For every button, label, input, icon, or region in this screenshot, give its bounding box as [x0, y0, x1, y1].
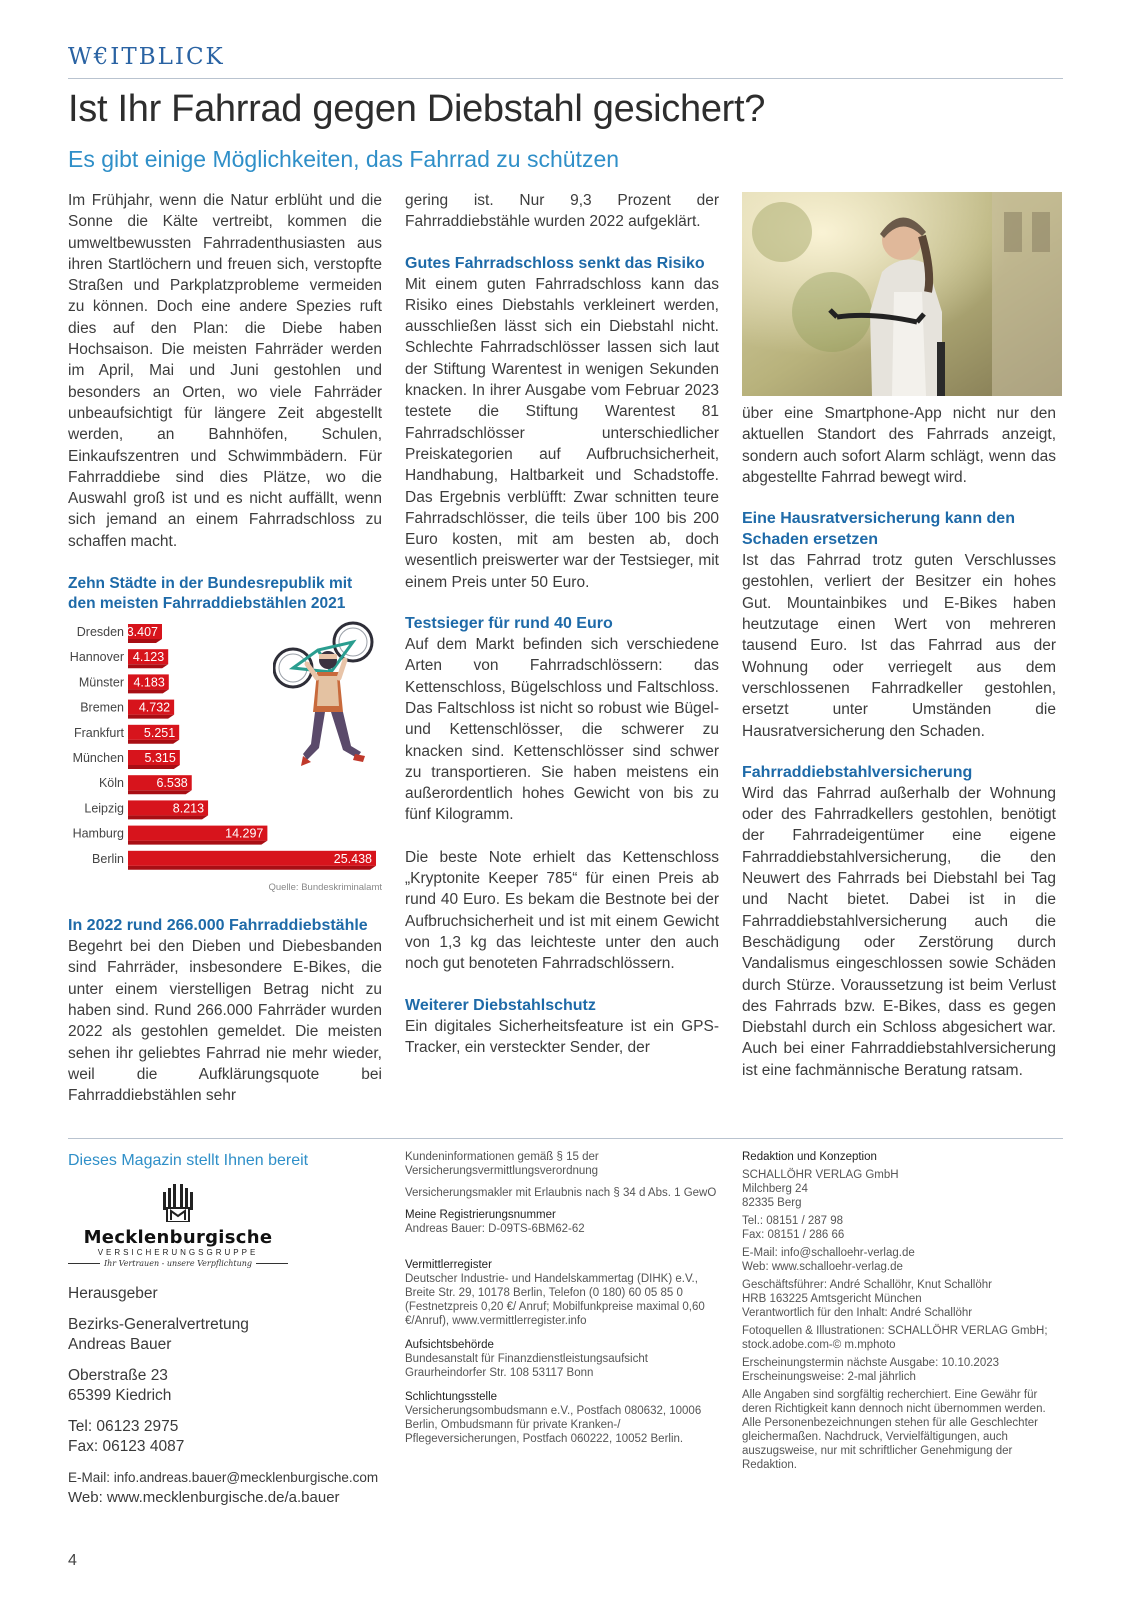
- city-label: München: [72, 751, 124, 766]
- masthead: W€ITBLICK: [68, 44, 225, 70]
- bar-value-label: 3.407: [126, 625, 158, 640]
- verlag-next-issue: Erscheinungstermin nächste Ausgabe: 10.10.2023: [742, 1357, 1000, 1369]
- registration-label: Meine Registrierungsnummer: [405, 1209, 556, 1221]
- bar-value-label: 4.732: [138, 700, 171, 715]
- verlag-disclaimer: Alle Angaben sind sorgfältig recherchiert. Eine Gewähr für deren Richtigkeit kann dennoch nicht übernommen werden. Alle Personenbezeichnungen stehen für alle Geschlechter gleichermaßen. Nachdruck, Vervielfältigungen, auch auszugsweise, nur mit schriftlicher Genehmigung der Redaktion.: [742, 1389, 1046, 1471]
- footer-provider: [68, 1152, 388, 1509]
- verlag-frequency: Erscheinungsweise: 2-mal jährlich: [742, 1371, 916, 1383]
- city-label: Frankfurt: [73, 725, 124, 740]
- footer-legal-info: [405, 1150, 725, 1446]
- bar-shadow: [128, 715, 174, 719]
- diebstaehle-2022-text: Begehrt bei den Dieben und Diebesbanden sind Fahrräder, insbesondere E-Bikes, die unter einem vierstelligen Betrag nicht zu haben sind. Rund 266.000 Fahrräder wurden 2022 als gestohlen gemeldet. Die meisten sehen ihr geliebtes Fahrrad nie mehr wieder, weil die Aufklärungsquote bei Fahrraddiebstählen sehr: [68, 938, 382, 1105]
- column-3: [742, 403, 1056, 1081]
- col3-continuation: über eine Smartphone-App nicht nur den aktuellen Standort des Fahrrads anzeigt, sondern auch sofort Alarm schlägt, wenn das abgestellte Fahrrad bewegt wird.: [742, 405, 1056, 486]
- agent-city: 65399 Kiedrich: [68, 1387, 172, 1404]
- chart-title: Zehn Städte in der Bundesrepublik mit den meisten Fahrraddiebstählen 2021: [68, 575, 353, 613]
- bar-value-label: 8.213: [172, 801, 205, 816]
- heading-hausrat: Eine Hausratversicherung kann den Schaden ersetzen: [742, 510, 1015, 549]
- city-label: Berlin: [92, 851, 124, 866]
- page-subtitle: Es gibt einige Möglichkeiten, das Fahrrad zu schützen: [68, 146, 620, 172]
- info-vermittlungsverordnung: Kundeninformationen gemäß § 15 der Versicherungsvermittlungsverordnung: [405, 1151, 599, 1177]
- bar-value-label: 4.123: [132, 650, 165, 665]
- agency-name: Bezirks-Generalvertretung: [68, 1315, 249, 1333]
- verlag-web[interactable]: Web: www.schalloehr-verlag.de: [742, 1261, 903, 1273]
- city-label: Hannover: [69, 650, 124, 665]
- logo-name: Mecklenburgische: [83, 1227, 273, 1248]
- registration-value: Andreas Bauer: D-09TS-6BM62-62: [405, 1223, 585, 1235]
- agent-name: Andreas Bauer: [68, 1336, 172, 1353]
- city-label: Dresden: [76, 625, 124, 640]
- verlag-verantwortlich: Verantwortlich für den Inhalt: André Schallöhr: [742, 1307, 973, 1319]
- city-label: Münster: [78, 675, 124, 690]
- schlichtung-label: Schlichtungsstelle: [405, 1391, 498, 1403]
- verlag-fax: Fax: 08151 / 286 66: [742, 1229, 845, 1241]
- bar-shadow: [128, 790, 192, 794]
- heading-diebstahlschutz: Weiterer Diebstahlschutz: [405, 996, 596, 1014]
- bar-shadow: [128, 689, 169, 693]
- agent-fax: Fax: 06123 4087: [68, 1438, 185, 1455]
- verlag-email[interactable]: E-Mail: info@schalloehr-verlag.de: [742, 1247, 915, 1259]
- verlag-tel: Tel.: 08151 / 287 98: [742, 1215, 844, 1227]
- chart-source: Quelle: Bundeskriminalamt: [268, 882, 382, 894]
- agent-street: Oberstraße 23: [68, 1366, 168, 1384]
- intro-text: Im Frühjahr, wenn die Natur erblüht und die Sonne die Kälte vertreibt, kommen die umweltbewussten Fahrradenthusiasten aus ihren Startlöchern und freuen sich, verstopfte Straßen und Parkplatzprobleme vermeiden zu können. Doch eine andere Spezies ruft dies auf den Plan: die Diebe haben Hochsaison. Die meisten Fahrräder werden im April, Mai und Juni gestohlen und besonders an Orten, wo viele Fahrräder unbeaufsichtigt für längere Zeit abgestellt werden, an Bahnhöfen, Schulen, Einkaufszentren und Schwimmbädern. Für Fahrraddiebe sind dies Plätze, wo die Auswahl groß ist und es nicht auffällt, wenn sich jemand an einem Fahrradschloss zu schaffen macht.: [68, 192, 382, 550]
- agent-tel: Tel: 06123 2975: [68, 1417, 179, 1435]
- verlag-city: 82335 Berg: [742, 1197, 802, 1209]
- schlichtung-text: Versicherungsombudsmann e.V., Postfach 080632, 10006 Berlin, Ombudsmann für private Kranken-/ Pflegeversicherungen, Postfach 060222, 10052 Berlin.: [405, 1405, 702, 1445]
- verlag-name: SCHALLÖHR VERLAG GmbH: [742, 1169, 899, 1181]
- bar-shadow: [128, 866, 376, 870]
- vermittlerregister-label: Vermittlerregister: [405, 1259, 492, 1271]
- bar-value-label: 5.315: [144, 751, 176, 766]
- hausrat-text: Ist das Fahrrad trotz guten Verschlusses gestohlen, verliert der Besitzer ein hohes Gut. Mountainbikes und E-Bikes haben heutzutage einen Wert von mehreren tausend Euro. Ist das Fahrrad aus der Wohnung oder verriegelt aus dem verschlossenen Fahrradkeller gestohlen, ersetzt unter Umständen die Hausratversicherung den Schaden.: [742, 552, 1056, 740]
- bar-shadow: [128, 639, 162, 643]
- verlag-fotoquellen: Fotoquellen & Illustrationen: SCHALLÖHR VERLAG GmbH; stock.adobe.com-© m.mphoto: [742, 1325, 1048, 1351]
- agent-email[interactable]: E-Mail: info.andreas.bauer@mecklenburgische.com: [68, 1469, 379, 1485]
- bar-value-label: 14.297: [225, 826, 264, 841]
- footer-imprint: [742, 1150, 1062, 1472]
- bar-value-label: 25.438: [333, 851, 372, 866]
- heading-diebstaehle-2022: In 2022 rund 266.000 Fahrraddiebstähle: [68, 917, 368, 935]
- bar-value-label: 6.538: [156, 776, 188, 791]
- city-label: Hamburg: [72, 826, 124, 841]
- bar-shadow: [128, 740, 179, 744]
- agent-web[interactable]: Web: www.mecklenburgische.de/a.bauer: [68, 1489, 340, 1506]
- provider-title: Dieses Magazin stellt Ihnen bereit: [68, 1152, 309, 1169]
- bar-value-label: 4.183: [133, 675, 165, 690]
- testsieger-text-1: Auf dem Markt befinden sich verschiedene Arten von Fahrradschlössern: das Kettenschloss, Bügelschloss und Faltschloss. Das Faltschloss ist nicht so robust wie Bügel- und Kettenschlösser, die schwerer zu knacken sind. Kettenschlösser sind schwer zu transportieren. Sie haben meistens ein außerordentlich hohes Gewicht von bis zu fünf Kilogramm.: [405, 636, 719, 824]
- column-1: [68, 190, 382, 1106]
- testsieger-text-2: Die beste Note erhielt das Kettenschloss „Kryptonite Keeper 785“ für einen Preis ab rund 40 Euro. Es bekam die Bestnote bei der Aufbruchsicherheit und ist mit einem Gewicht von 1,3 kg das leichteste unter den auch noch gut benoteten Fahrradschlössern.: [405, 848, 719, 973]
- verlag-gf: Geschäftsführer: André Schallöhr, Knut Schallöhr: [742, 1279, 992, 1291]
- vermittlerregister-text: Deutscher Industrie- und Handelskammertag (DIHK) e.V., Breite Str. 29, 10178 Berlin, Telefon (0 180) 60 05 85 0 (Festnetzpreis 0,20 €/ Anruf; Mobilfunkpreise maximal 0,60 €/Anruf), www.vermittlerregister.info: [405, 1273, 705, 1327]
- thief-illustration: [273, 620, 383, 770]
- fahrradschloss-text: Mit einem guten Fahrradschloss kann das Risiko eines Diebstahls verkleinert werden, ausschließen lässt sich ein Diebstahl nicht. Schlechte Fahrradschlösser lassen sich laut der Stiftung Warentest in wenigen Sekunden knacken. In ihrer Ausgabe vom Februar 2023 testete die Stiftung Warentest 81 Fahrradschlösser unterschiedlicher Preiskategorien auf Aufbruchsicherheit, Handhabung, Haltbarkeit und Schadstoffe. Das Ergebnis verblüfft: Zwar schnitten teure Fahrradschlösser, die teils über 100 bis 200 Euro kosten, mit am besten ab, doch wesentlich preiswerter war der Testsieger, mit einem Preis unter 50 Euro.: [405, 275, 719, 591]
- fahrraddiebstahlversicherung-text: Wird das Fahrrad außerhalb der Wohnung oder des Fahrradkellers gestohlen, benötigt der Fahrradeigentümer eine eigene Fahrraddiebstahlversicherung, die den Neuwert des Fahrrads bei Diebstahl bei Tag und Nacht bietet. Dabei ist in die Fahrraddiebstahlversicherung auch die Beschädigung oder Zerstörung durch Vandalismus eingeschlossen sowie Schäden durch Stürze. Voraussetzung ist beim Verlust des Fahrrads bzw. E-Bikes, dass es gegen Diebstahl durch ein Schloss abgesichert war. Auch bei einer Fahrraddiebstahlversicherung ist eine fachmännische Beratung ratsam.: [742, 784, 1056, 1079]
- info-makler-erlaubnis: Versicherungsmakler mit Erlaubnis nach § 34 d Abs. 1 GewO: [405, 1187, 717, 1199]
- cyclist-photo: [742, 192, 1062, 396]
- mecklenburgische-logo: [68, 1182, 288, 1268]
- footer-rule: [68, 1138, 1063, 1139]
- heading-fahrraddiebstahlversicherung: Fahrraddiebstahlversicherung: [742, 763, 973, 781]
- city-label: Köln: [98, 776, 124, 791]
- diebstahlschutz-text: Ein digitales Sicherheitsfeature ist ein GPS-Tracker, ein versteckter Sender, der: [405, 1017, 719, 1056]
- city-label: Leipzig: [84, 801, 124, 816]
- header-rule: [68, 78, 1063, 79]
- publisher-label: Herausgeber: [68, 1285, 158, 1302]
- logo-tagline: Ihr Vertrauen - unsere Verpflichtung: [103, 1259, 253, 1268]
- heading-testsieger: Testsieger für rund 40 Euro: [405, 615, 613, 633]
- aufsicht-label: Aufsichtsbehörde: [405, 1339, 494, 1351]
- chart-area: [68, 620, 382, 890]
- bar-shadow: [128, 841, 267, 845]
- verlag-street: Milchberg 24: [742, 1183, 808, 1195]
- bar-shadow: [128, 815, 208, 819]
- bar-value-label: 5.251: [143, 725, 176, 740]
- logo-group: VERSICHERUNGSGRUPPE: [97, 1248, 259, 1257]
- logo-emblem-icon: [161, 1182, 195, 1222]
- col2-continuation: gering ist. Nur 9,3 Prozent der Fahrraddiebstähle wurden 2022 aufgeklärt.: [405, 192, 719, 231]
- column-2: [405, 190, 719, 1058]
- page-number: 4: [68, 1552, 77, 1569]
- aufsicht-text: Bundesanstalt für Finanzdienstleistungsaufsicht Graurheindorfer Str. 108 53117 Bonn: [405, 1353, 648, 1379]
- bar-shadow: [128, 765, 180, 769]
- page-title: Ist Ihr Fahrrad gegen Diebstahl gesichert?: [68, 88, 766, 130]
- verlag-hrb: HRB 163225 Amtsgericht München: [742, 1293, 922, 1305]
- redaktion-label: Redaktion und Konzeption: [742, 1151, 877, 1163]
- heading-fahrradschloss: Gutes Fahrradschloss senkt das Risiko: [405, 254, 705, 272]
- city-label: Bremen: [80, 700, 124, 715]
- bar-shadow: [128, 664, 168, 668]
